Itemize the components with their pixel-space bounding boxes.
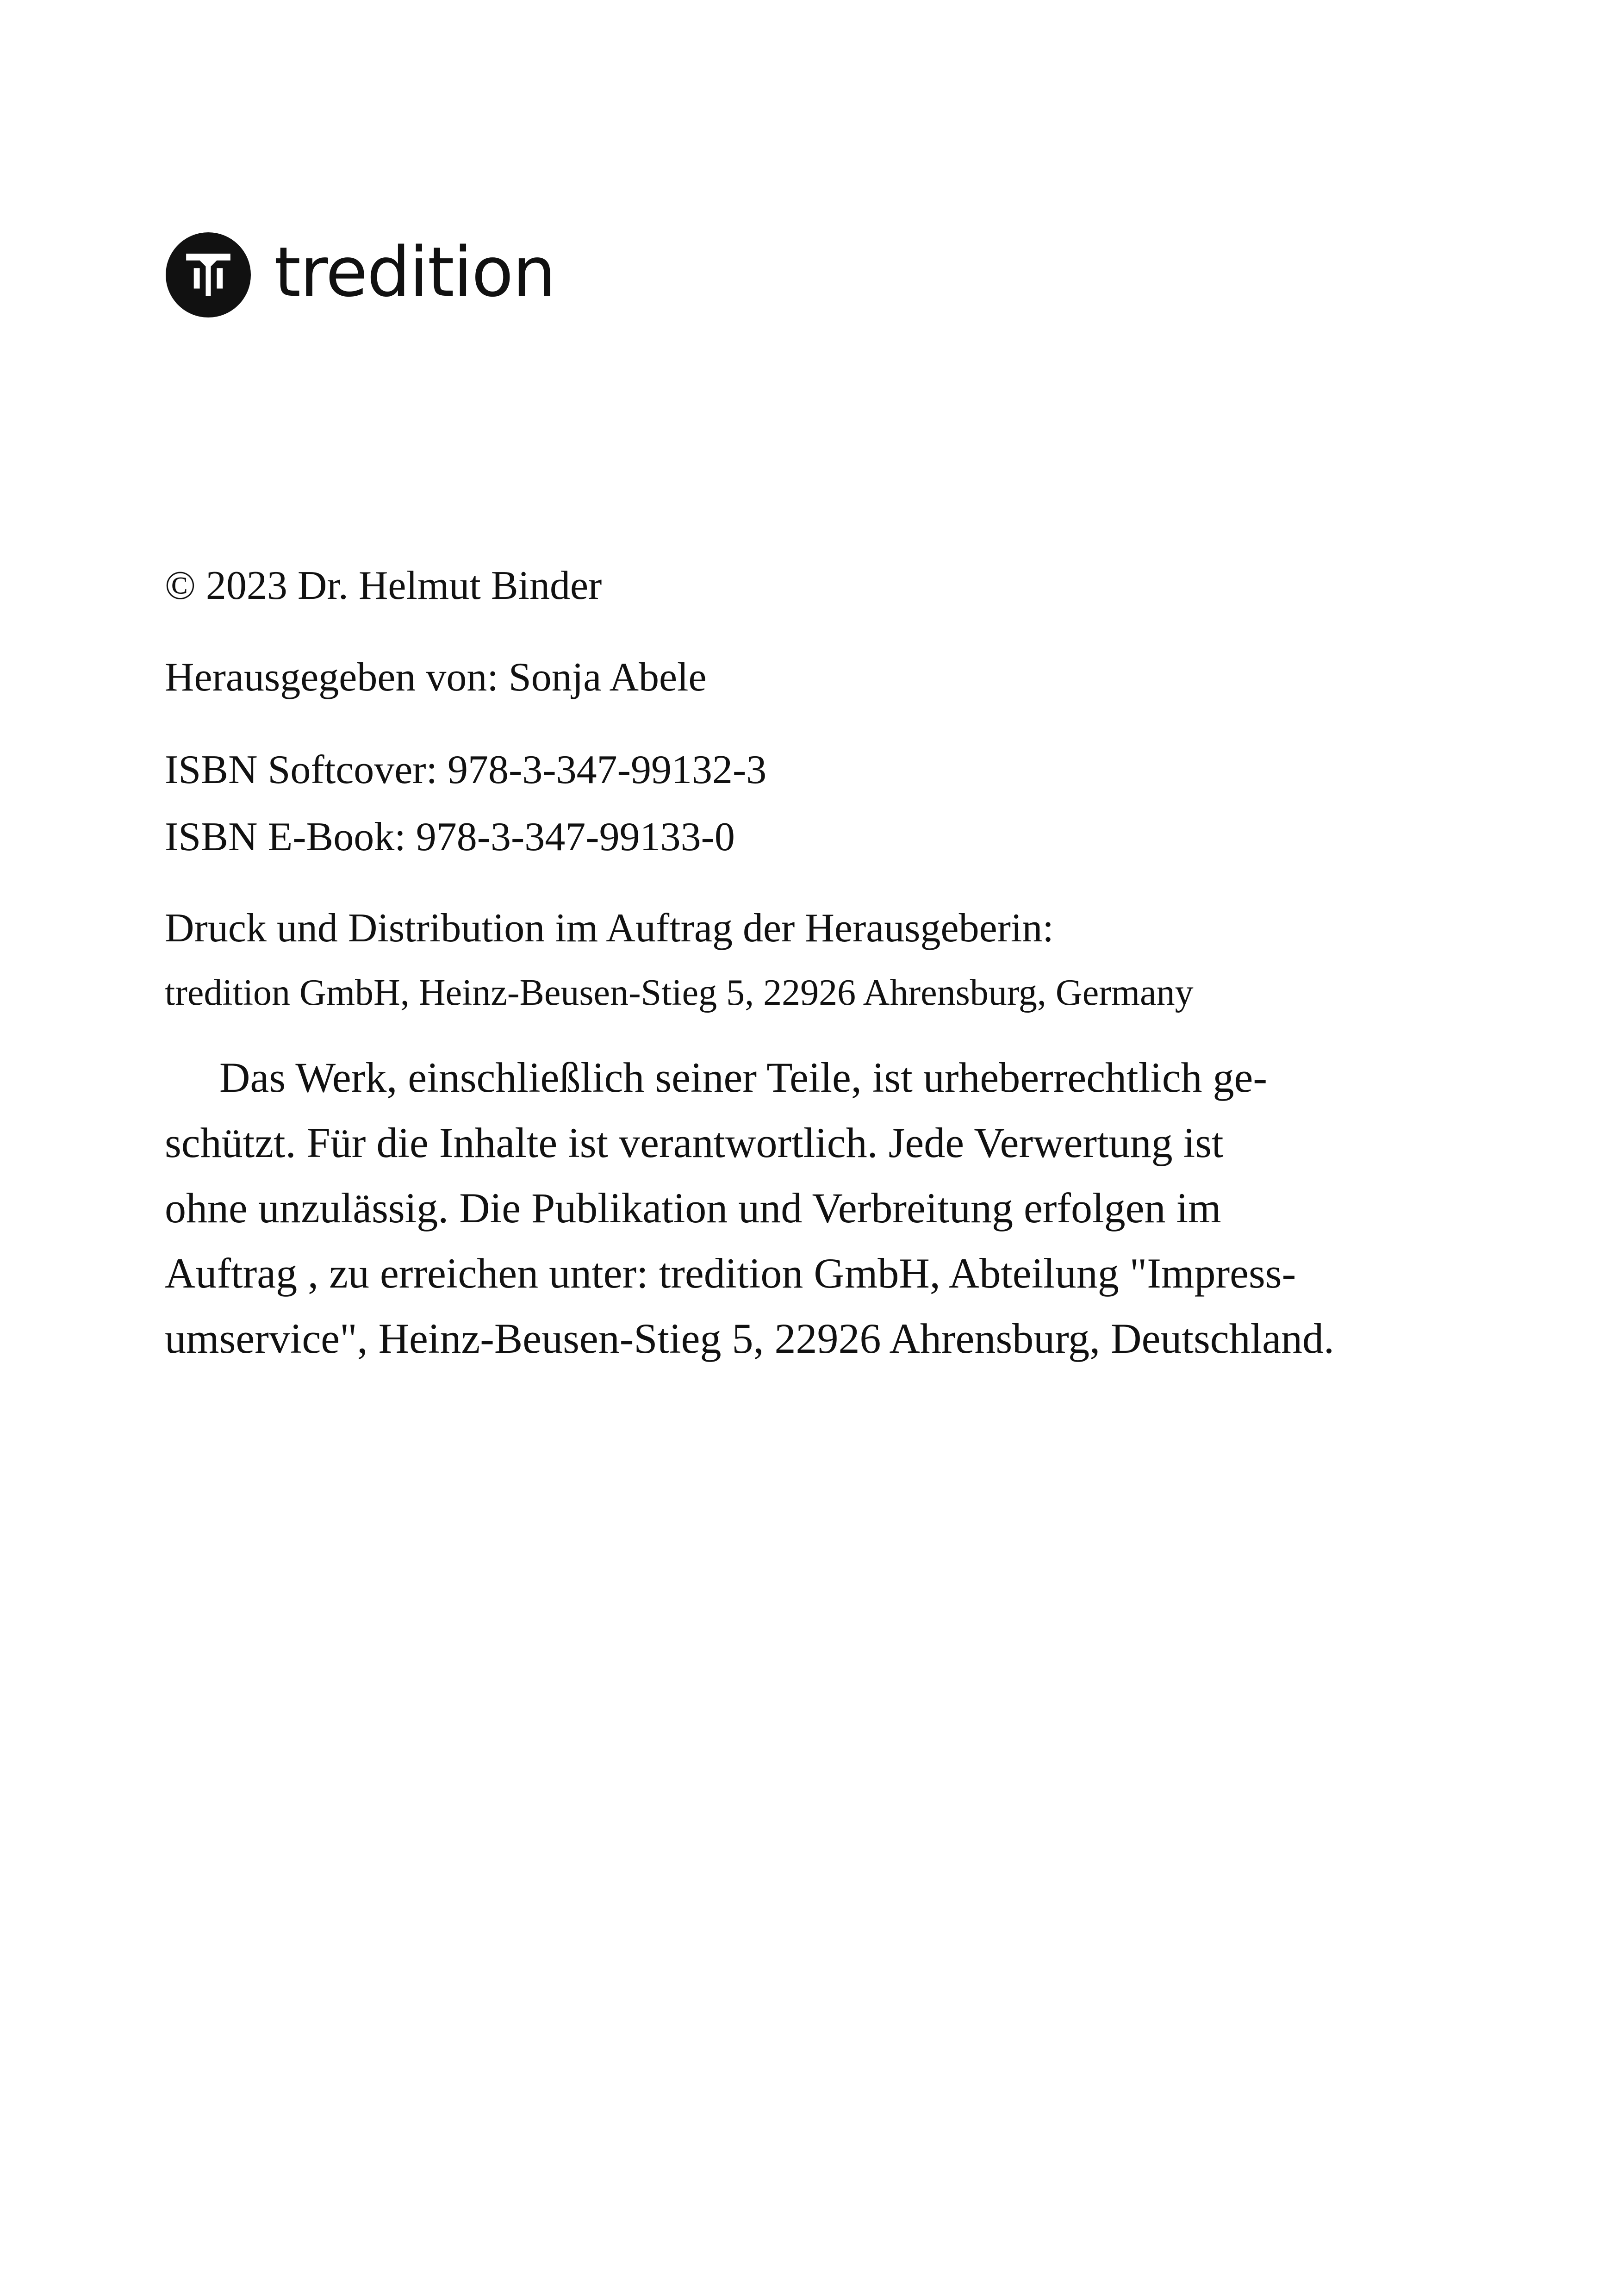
isbn-ebook-line: ISBN E-Book: 978-3-347-99133-0 (165, 815, 735, 859)
logo-wordmark: tredition (274, 232, 555, 312)
printing-line: Druck und Distribution im Auftrag der Herausgeberin: (165, 906, 1054, 951)
copyright-line: © 2023 Dr. Helmut Binder (165, 563, 602, 608)
legal-notice-line: Auftrag , zu erreichen unter: tredition GmbH, Abteilung "Impress- (165, 1250, 1296, 1297)
editor-line: Herausgegeben von: Sonja Abele (165, 655, 707, 700)
legal-notice-line: Das Werk, einschließlich seiner Teile, ist urheberrechtlich ge- (219, 1054, 1268, 1101)
legal-notice-paragraph (165, 1045, 1451, 1371)
legal-notice-line: ohne unzulässig. Die Publikation und Verbreitung erfolgen im (165, 1184, 1221, 1232)
legal-notice-line: umservice", Heinz-Beusen-Stieg 5, 22926 Ahrensburg, Deutschland. (165, 1315, 1334, 1362)
publisher-logo (166, 232, 555, 317)
printer-address-line: tredition GmbH, Heinz-Beusen-Stieg 5, 22926 Ahrensburg, Germany (165, 972, 1194, 1013)
legal-notice-line: schützt. Für die Inhalte ist verantwortlich. Jede Verwertung ist (165, 1119, 1224, 1166)
tredition-t-logo-icon (166, 232, 251, 317)
isbn-softcover-line: ISBN Softcover: 978-3-347-99132-3 (165, 747, 767, 792)
